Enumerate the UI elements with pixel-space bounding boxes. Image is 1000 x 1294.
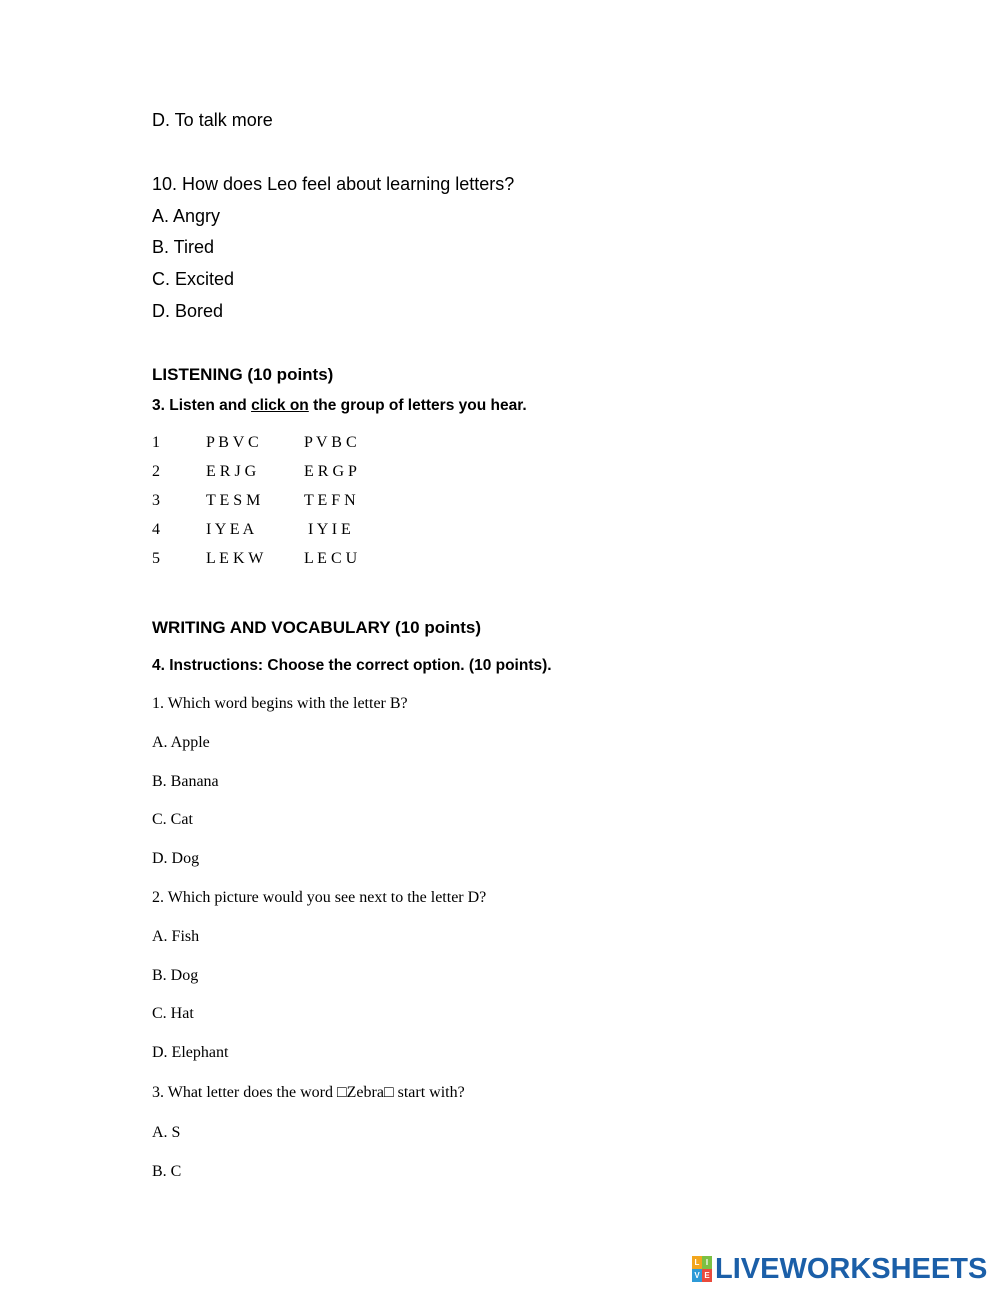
logo-icon-letter: I <box>702 1256 712 1269</box>
listening-instruction-prefix: 3. Listen and <box>152 397 252 414</box>
vocab-option[interactable]: C. Cat <box>152 811 193 828</box>
writing-heading: WRITING AND VOCABULARY (10 points) <box>152 618 481 637</box>
listening-row-num: 1 <box>152 434 160 451</box>
vocab-question-3: 3. What letter does the word □Zebra□ start with? <box>152 1084 465 1101</box>
vocab-option[interactable]: A. Apple <box>152 734 210 751</box>
logo-icon-letter: L <box>692 1256 702 1269</box>
listening-instruction-suffix: the group of letters you hear. <box>308 397 527 414</box>
vocab-option[interactable]: B. C <box>152 1163 182 1180</box>
q10-option-d[interactable]: D. Bored <box>152 301 224 321</box>
logo-icon-letter: E <box>702 1269 712 1282</box>
q10-question: 10. How does Leo feel about learning letters? <box>152 174 515 194</box>
vocab-option[interactable]: D. Elephant <box>152 1044 229 1061</box>
vocab-question-2: 2. Which picture would you see next to the letter D? <box>152 889 487 906</box>
listening-row-num: 3 <box>152 492 160 509</box>
vocab-option[interactable]: B. Dog <box>152 967 199 984</box>
vocab-option[interactable]: A. Fish <box>152 928 200 945</box>
listening-row-num: 5 <box>152 550 160 567</box>
listening-row-num: 4 <box>152 521 160 538</box>
liveworksheets-logo[interactable] <box>692 1254 987 1284</box>
vocab-option[interactable]: C. Hat <box>152 1005 194 1022</box>
liveworksheets-logo-icon <box>692 1256 712 1282</box>
listening-heading: LISTENING (10 points) <box>152 365 334 384</box>
listening-option[interactable]: I Y I E <box>308 521 351 538</box>
listening-option[interactable]: T E F N <box>304 492 356 509</box>
q10-option-a[interactable]: A. Angry <box>152 206 221 226</box>
logo-icon-letter: V <box>692 1269 702 1282</box>
listening-option[interactable]: L E K W <box>206 550 264 567</box>
vocab-option[interactable]: B. Banana <box>152 773 219 790</box>
listening-instruction <box>152 397 527 415</box>
listening-option[interactable]: L E C U <box>304 550 358 567</box>
listening-option[interactable]: I Y E A <box>206 521 255 538</box>
q10-option-b[interactable]: B. Tired <box>152 237 215 257</box>
listening-option[interactable]: E R J G <box>206 463 257 480</box>
writing-instruction: 4. Instructions: Choose the correct option. (10 points). <box>152 657 552 674</box>
q10-option-c[interactable]: C. Excited <box>152 269 235 289</box>
listening-option[interactable]: T E S M <box>206 492 261 509</box>
vocab-option[interactable]: A. S <box>152 1124 181 1141</box>
listening-instruction-link: click on <box>251 397 309 414</box>
listening-option[interactable]: P B V C <box>206 434 259 451</box>
listening-option[interactable]: E R G P <box>304 463 357 480</box>
listening-row-num: 2 <box>152 463 160 480</box>
vocab-question-1: 1. Which word begins with the letter B? <box>152 695 408 712</box>
listening-option[interactable]: P V B C <box>304 434 357 451</box>
vocab-option[interactable]: D. Dog <box>152 850 200 867</box>
q9-option-d: D. To talk more <box>152 110 273 130</box>
logo-text: LIVEWORKSHEETS <box>715 1252 988 1285</box>
